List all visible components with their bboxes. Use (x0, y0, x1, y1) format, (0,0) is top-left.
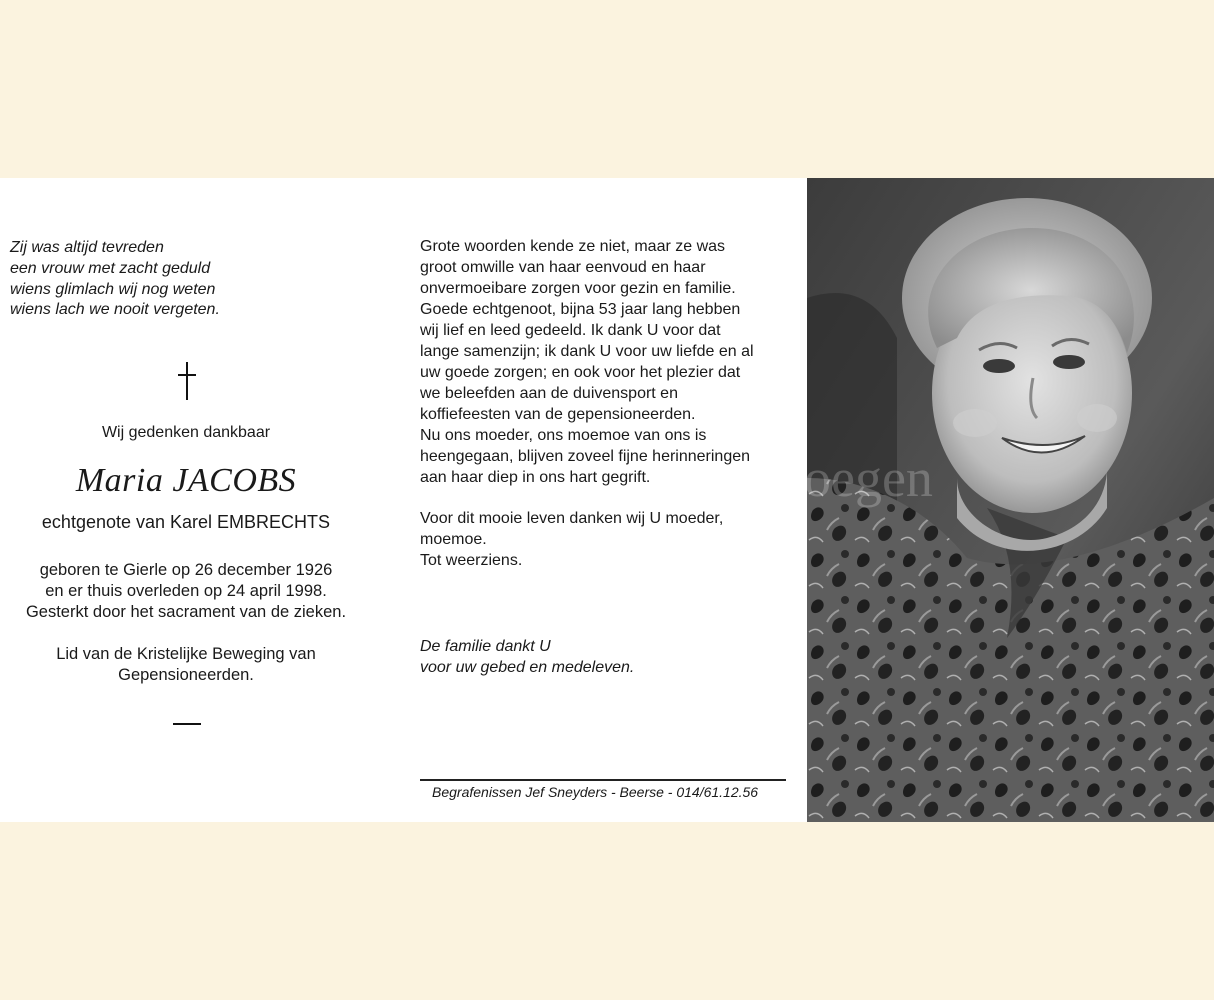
family-thanks-line: voor uw gebed en medeleven. (420, 659, 635, 676)
farewell-line: Tot weerziens. (420, 552, 523, 569)
cross-icon (176, 362, 198, 402)
undertaker-credit: Begrafenissen Jef Sneyders - Beerse - 014/61.12.56 (432, 784, 759, 800)
membership-line: Lid van de Kristelijke Beweging van (56, 645, 316, 663)
sacrament-line: Gesterkt door het sacrament van de zieken. (25, 603, 347, 621)
tribute-line: uw goede zorgen; en ook voor het plezier dat (420, 364, 741, 381)
deceased-name (0, 462, 372, 500)
spouse-line: echtgenote van Karel EMBRECHTS (41, 512, 331, 532)
membership (0, 644, 372, 686)
tribute-line: aan haar diep in ons hart gegrift. (420, 469, 651, 486)
portrait-illustration (777, 178, 1214, 822)
farewell-line: Voor dit mooie leven danken wij U moeder, (420, 510, 724, 527)
poem (10, 238, 220, 321)
tribute-line: we beleefden aan de duivensport en (420, 385, 678, 402)
watermark: hoegen (777, 448, 933, 508)
footer-rule (420, 779, 786, 781)
first-name: Maria (75, 462, 164, 499)
tribute-line: wij lief en leed gedeeld. Ik dank U voor dat (420, 322, 721, 339)
last-name: JACOBS (172, 462, 297, 499)
death-line: en er thuis overleden op 24 april 1998. (45, 582, 327, 600)
tribute-line: lange samenzijn; ik dank U voor uw liefde en al (420, 343, 754, 360)
tribute-line: Nu ons moeder, ons moemoe van ons is (420, 427, 707, 444)
life-details (0, 560, 372, 623)
left-column (0, 178, 372, 822)
tribute-line: koffiefeesten van de gepensioneerden. (420, 406, 696, 423)
tribute-line: Goede echtgenoot, bijna 53 jaar lang hebben (420, 301, 741, 318)
family-thanks (420, 636, 634, 678)
tribute-text (420, 236, 754, 488)
tribute-line: groot omwille van haar eenvoud en haar (420, 259, 706, 276)
poem-line: wiens glimlach wij nog weten (10, 280, 216, 298)
poem-line: Zij was altijd tevreden (10, 239, 164, 256)
poem-line: wiens lach we nooit vergeten. (10, 301, 220, 319)
tribute-line: onvermoeibare zorgen voor gezin en familie. (420, 280, 736, 297)
divider (173, 723, 201, 725)
tribute-line: heengegaan, blijven zoveel fijne herinneringen (420, 448, 751, 465)
farewell-line: moemoe. (420, 531, 487, 548)
middle-column (420, 178, 800, 822)
membership-line: Gepensioneerden. (118, 666, 254, 684)
poem-line: een vrouw met zacht geduld (10, 259, 211, 277)
birth-line: geboren te Gierle op 26 december 1926 (39, 561, 333, 579)
remembrance-line: Wij gedenken dankbaar (101, 424, 271, 441)
memorial-card (0, 178, 1214, 822)
family-thanks-line: De familie dankt U (420, 638, 551, 655)
farewell-text (420, 508, 723, 571)
tribute-line: Grote woorden kende ze niet, maar ze was (420, 238, 726, 255)
portrait-photo (777, 178, 1214, 822)
